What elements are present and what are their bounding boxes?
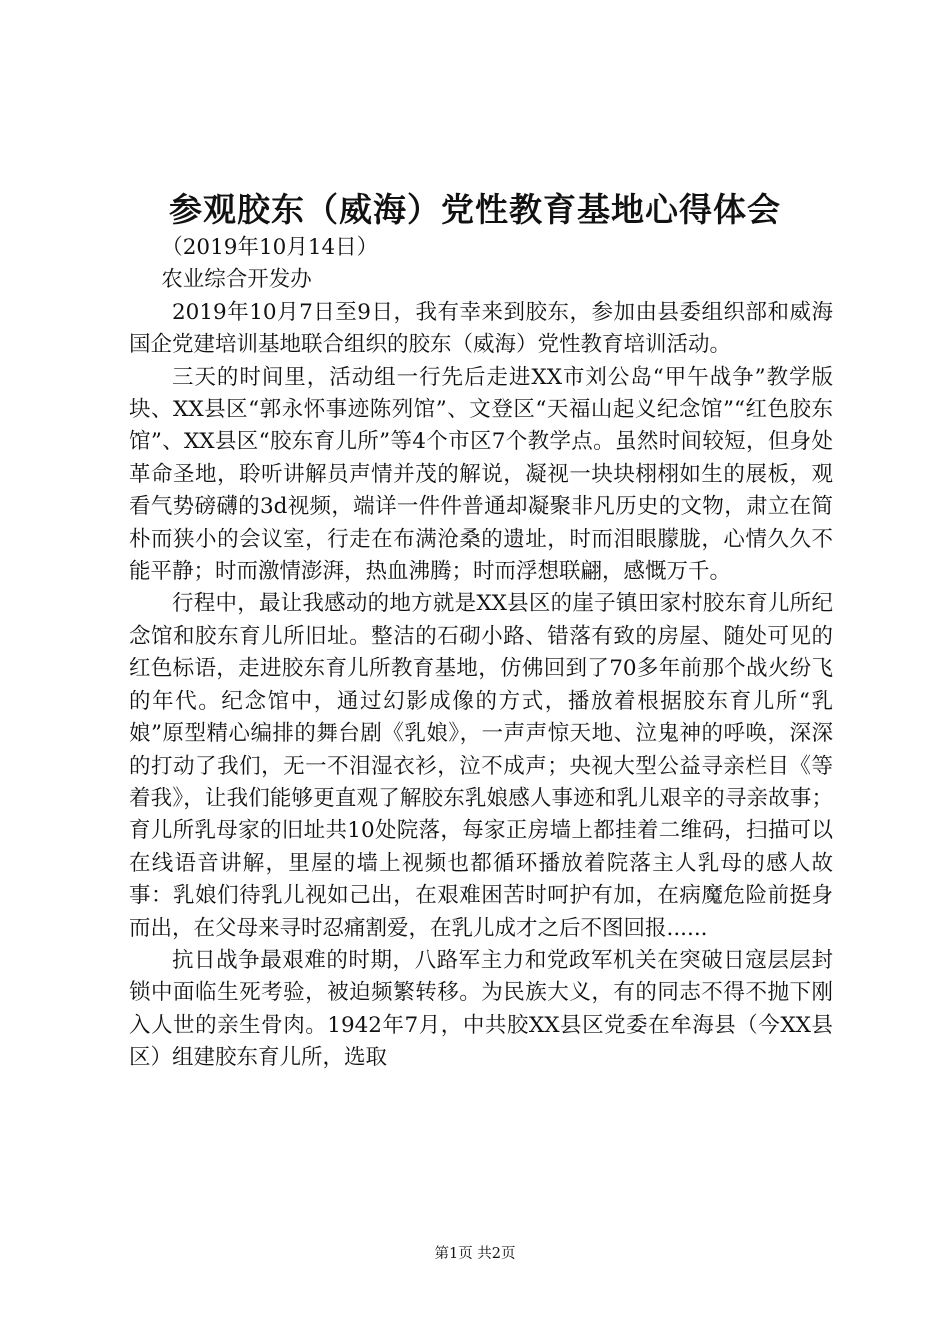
body-paragraph-4: 抗日战争最艰难的时期，八路军主力和党政军机关在突破日寇层层封锁中面临生死考验，被迫频繁转移。为民族大义，有的同志不得不抛下刚入人世的亲生骨肉。1942年7月，中共胶XX县区党委在牟海县（今XX县区）组建胶东育儿所，选取 [129, 947, 833, 1071]
document-date: （2019年10月14日） [161, 235, 379, 260]
document-body [129, 232, 833, 1075]
body-paragraph-3: 行程中，最让我感动的地方就是XX县区的崖子镇田家村胶东育儿所纪念馆和胶东育儿所旧址。整洁的石砌小路、错落有致的房屋、随处可见的红色标语，走进胶东育儿所教育基地，仿佛回到了70多年前那个战火纷飞的年代。纪念馆中，通过幻影成像的方式，播放着根据胶东育儿所“乳娘”原型精心编排的舞台剧《乳娘》，一声声惊天地、泣鬼神的呼唤，深深的打动了我们，无一不泪湿衣衫，泣不成声；央视大型公益寻亲栏目《等着我》，让我们能够更直观了解胶东乳娘感人事迹和乳儿艰辛的寻亲故事；育儿所乳母家的旧址共10处院落，每家正房墙上都挂着二维码，扫描可以在线语音讲解，里屋的墙上视频也都循环播放着院落主人乳母的感人故事：乳娘们待乳儿视如己出，在艰难困苦时呵护有加，在病魔危险前挺身而出，在父母来寻时忍痛割爱，在乳儿成才之后不图回报...... [129, 591, 833, 941]
body-paragraph-2: 三天的时间里，活动组一行先后走进XX市刘公岛“甲午战争”教学版块、XX县区“郭永怀事迹陈列馆”、文登区“天福山起义纪念馆”“红色胶东馆”、XX县区“胶东育儿所”等4个市区7个教学点。虽然时间较短，但身处革命圣地，聆听讲解员声情并茂的解说，凝视一块块栩栩如生的展板，观看气势磅礴的3d视频，端详一件件普通却凝聚非凡历史的文物，肃立在简朴而狭小的会议室，行走在布满沧桑的遗址，时而泪眼朦胧，心情久久不能平静；时而激情澎湃，热血沸腾；时而浮想联翩，感慨万千。 [129, 364, 833, 585]
document-title: 参观胶东（威海）党性教育基地心得体会 [169, 190, 781, 229]
page-footer: 第1页 共2页 [434, 1246, 516, 1262]
document-department: 农业综合开发办 [161, 267, 312, 293]
body-paragraph-1: 2019年10月7日至9日，我有幸来到胶东，参加由县委组织部和威海国企党建培训基地联合组织的胶东（威海）党性教育培训活动。 [129, 299, 833, 358]
